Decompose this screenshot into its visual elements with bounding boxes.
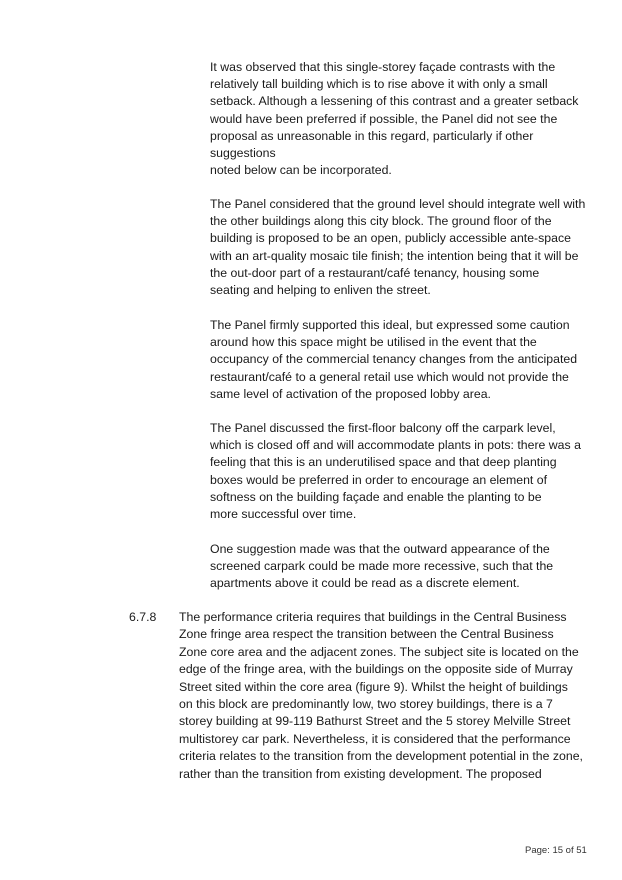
paragraph-4-line: more successful over time. [210, 507, 357, 521]
section-number: 6.7.8 [129, 610, 157, 624]
paragraph-4-line: softness on the building façade and enable the planting to be [210, 489, 542, 504]
paragraph-3-line: same level of activation of the proposed lobby area. [210, 386, 491, 401]
paragraph-1-line: proposal as unreasonable in this regard, particularly if other [210, 128, 534, 143]
page-footer: Page: 15 of 51 [525, 845, 587, 856]
section-paragraph-line: on this block are predominantly low, two storey buildings, there is a 7 [179, 697, 553, 711]
paragraph-2-line: seating and helping to enliven the street. [210, 283, 431, 297]
paragraph-1-line: noted below can be incorporated. [210, 163, 392, 178]
paragraph-2-line: The Panel considered that the ground level should integrate well with [210, 197, 586, 211]
section-paragraph-line: Street sited within the core area (figure 9). Whilst the height of buildings [179, 679, 568, 694]
paragraph-3-line: restaurant/café to a general retail use which would not provide the [210, 369, 569, 384]
section-paragraph-line: edge of the fringe area, with the buildings on the opposite side of Murray [179, 662, 573, 677]
section-paragraph-line: Zone core area and the adjacent zones. The subject site is located on the [179, 644, 579, 659]
paragraph-1-line: relatively tall building which is to rise above it with only a small [210, 77, 548, 92]
section-paragraph-line: criteria relates to the transition from the development potential in the zone, [179, 749, 583, 764]
paragraph-2-line: the other buildings along this city block. The ground floor of the [210, 214, 552, 229]
paragraph-3-line: around how this space might be utilised in the event that the [210, 335, 537, 350]
section-paragraph-line: rather than the transition from existing development. The proposed [179, 766, 542, 781]
paragraph-5-line: apartments above it could be read as a discrete element. [210, 576, 520, 591]
paragraph-2-line: building is proposed to be an open, publicly accessible ante-space [210, 231, 571, 246]
section-paragraph-line: storey building at 99-119 Bathurst Street and the 5 storey Melville Street [179, 714, 571, 729]
paragraph-3-line: The Panel firmly supported this ideal, but expressed some caution [210, 318, 570, 332]
paragraph-3-line: occupancy of the commercial tenancy changes from the anticipated [210, 352, 578, 367]
paragraph-4-line: The Panel discussed the first-floor balcony off the carpark level, [210, 421, 556, 435]
paragraph-4-line: which is closed off and will accommodate plants in pots: there was a [210, 438, 581, 453]
paragraph-5-line: One suggestion made was that the outward appearance of the [210, 542, 550, 556]
paragraph-4-line: boxes would be preferred in order to encourage an element of [210, 472, 548, 487]
paragraph-5-line: screened carpark could be made more recessive, such that the [210, 559, 554, 574]
section-paragraph-line: The performance criteria requires that buildings in the Central Business [179, 610, 567, 624]
section-paragraph-line: multistorey car park. Nevertheless, it is considered that the performance [179, 731, 571, 746]
paragraph-4-line: feeling that this is an underutilised space and that deep planting [210, 455, 557, 470]
section-paragraph-line: Zone fringe area respect the transition between the Central Business [179, 627, 554, 642]
paragraph-2-line: the out-door part of a restaurant/café tenancy, housing some [210, 265, 540, 280]
paragraph-1-line: would have been preferred if possible, the Panel did not see the [210, 111, 558, 126]
paragraph-1-line: setback. Although a lessening of this contrast and a greater setback [210, 94, 579, 109]
paragraph-1-line: It was observed that this single-storey façade contrasts with the [210, 60, 556, 74]
paragraph-2-line: with an art-quality mosaic tile finish; the intention being that it will be [210, 248, 579, 263]
paragraph-1-line: suggestions [210, 146, 276, 160]
